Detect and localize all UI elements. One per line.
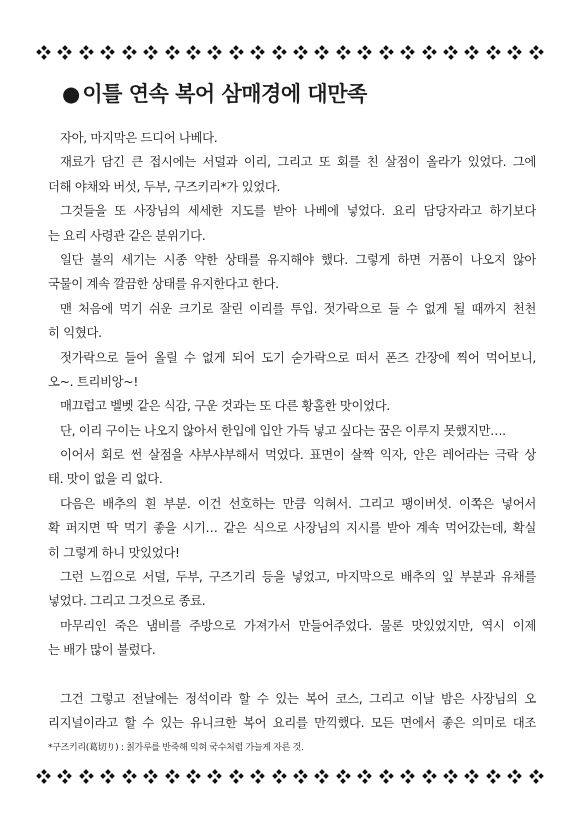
text-line: 리지널이라고 할 수 있는 유니크한 복어 요리를 만끽했다. 모든 면에서 좋은 의미로 대조 [48,715,536,731]
diamond-ornament-icon [251,770,264,783]
diamond-ornament-icon [530,46,543,59]
text-line: 단, 이리 구이는 나오지 않아서 한입에 입안 가득 넣고 싶다는 꿈은 이루지 못했지만…. [60,422,506,438]
diamond-ornament-icon [166,46,179,59]
diamond-ornament-icon [423,770,436,783]
diamond-ornament-icon [80,46,93,59]
diamond-ornament-icon [358,46,371,59]
text-line: 마무리인 죽은 냄비를 주방으로 가져가서 만들어주었다. 물론 맛있었지만, 역시 이제 [60,617,536,633]
diamond-ornament-icon [37,770,50,783]
diamond-ornament-icon [465,770,478,783]
footnote: *구즈키리(葛切り) : 칡가루를 반죽해 익혀 국수처럼 가늘게 자른 것. [48,743,304,753]
text-line: 다음은 배추의 흰 부분. 이건 선호하는 만큼 익혀서. 그리고 팽이버섯. 이쪽은 넣어서 [60,495,536,511]
diamond-ornament-icon [508,770,521,783]
text-line: 맨 처음에 먹기 쉬운 크기로 잘린 이리를 투입. 젓가락으로 들 수 없게 될 때까지 천천 [60,300,536,316]
diamond-ornament-icon [101,46,114,59]
diamond-ornament-icon [123,46,136,59]
text-line: 그런 느낌으로 서덜, 두부, 구즈기리 등을 넣었고, 마지막으로 배추의 잎 부분과 유채를 [60,569,536,585]
section-heading [62,84,367,105]
diamond-ornament-icon [337,770,350,783]
text-line: 젓가락으로 들어 올릴 수 없게 되어 도기 숟가락으로 떠서 폰즈 간장에 찍어 먹어보니, [60,349,536,365]
diamond-ornament-icon [294,46,307,59]
diamond-ornament-icon [465,46,478,59]
diamond-ornament-icon [273,770,286,783]
diamond-ornament-icon [444,46,457,59]
diamond-ornament-icon [123,770,136,783]
text-line: 재료가 담긴 큰 접시에는 서덜과 이리, 그리고 또 회를 친 살점이 올라가 있었다. 그에 [60,154,536,170]
top-diamond-border [37,44,543,60]
paragraph-gap [48,663,536,687]
diamond-ornament-icon [380,770,393,783]
text-line: 히 그렇게 하니 맛있었다! [48,544,180,560]
diamond-ornament-icon [166,770,179,783]
diamond-ornament-icon [208,46,221,59]
section-title: 이틀 연속 복어 삼매경에 대만족 [82,82,367,106]
diamond-ornament-icon [401,46,414,59]
text-line: 일단 불의 세기는 시종 약한 상태를 유지해야 했다. 그렇게 하면 거품이 나오지 않아 [60,251,536,267]
diamond-ornament-icon [401,770,414,783]
text-line: 더해 야채와 버섯, 두부, 구즈키리*가 있었다. [48,178,281,194]
text-line: 는 요리 사령관 같은 분위기다. [48,227,206,243]
diamond-ornament-icon [487,770,500,783]
text-line: 확 퍼지면 딱 먹기 좋을 시기… 같은 식으로 사장님의 지시를 받아 계속 먹어갔는데, 확실 [48,520,536,536]
diamond-ornament-icon [423,46,436,59]
diamond-ornament-icon [187,770,200,783]
diamond-ornament-icon [230,46,243,59]
text-line: 넣었다. 그리고 그것으로 종료. [48,593,206,609]
text-line: 국물이 계속 깔끔한 상태를 유지한다고 한다. [48,276,279,292]
diamond-ornament-icon [144,770,157,783]
text-line: 이어서 회로 썬 살점을 샤부샤부해서 먹었다. 표면이 살짝 익자, 안은 레어라는 극락 상 [60,447,536,463]
diamond-ornament-icon [58,770,71,783]
diamond-ornament-icon [37,46,50,59]
diamond-ornament-icon [187,46,200,59]
diamond-ornament-icon [508,46,521,59]
diamond-ornament-icon [380,46,393,59]
diamond-ornament-icon [58,46,71,59]
diamond-ornament-icon [144,46,157,59]
text-line: 태. 맛이 없을 리 없다. [48,471,163,487]
diamond-ornament-icon [487,46,500,59]
text-line: 그건 그렇고 전날에는 정석이라 할 수 있는 복어 코스, 그리고 이날 밤은 사장님의 오 [60,690,536,706]
text-line: 자아, 마지막은 드디어 나베다. [60,130,218,145]
text-line: 오~. 트리비앙~! [48,373,138,389]
diamond-ornament-icon [273,46,286,59]
diamond-ornament-icon [80,770,93,783]
body-text [48,126,536,736]
text-line: 매끄럽고 벨벳 같은 식감, 구운 것과는 또 다른 황홀한 맛이었다. [60,398,390,414]
diamond-ornament-icon [315,770,328,783]
diamond-ornament-icon [101,770,114,783]
diamond-ornament-icon [251,46,264,59]
diamond-ornament-icon [444,770,457,783]
diamond-ornament-icon [230,770,243,783]
diamond-ornament-icon [530,770,543,783]
diamond-ornament-icon [315,46,328,59]
diamond-ornament-icon [337,46,350,59]
text-line: 그것들을 또 사장님의 세세한 지도를 받아 나베에 넣었다. 요리 담당자라고 하기보다 [60,203,536,219]
bottom-diamond-border [37,768,543,784]
diamond-ornament-icon [294,770,307,783]
text-line: 는 배가 많이 불렀다. [48,642,156,658]
diamond-ornament-icon [208,770,221,783]
text-line: 히 익혔다. [48,325,102,341]
diamond-ornament-icon [358,770,371,783]
bullet-icon: ● [62,82,81,106]
